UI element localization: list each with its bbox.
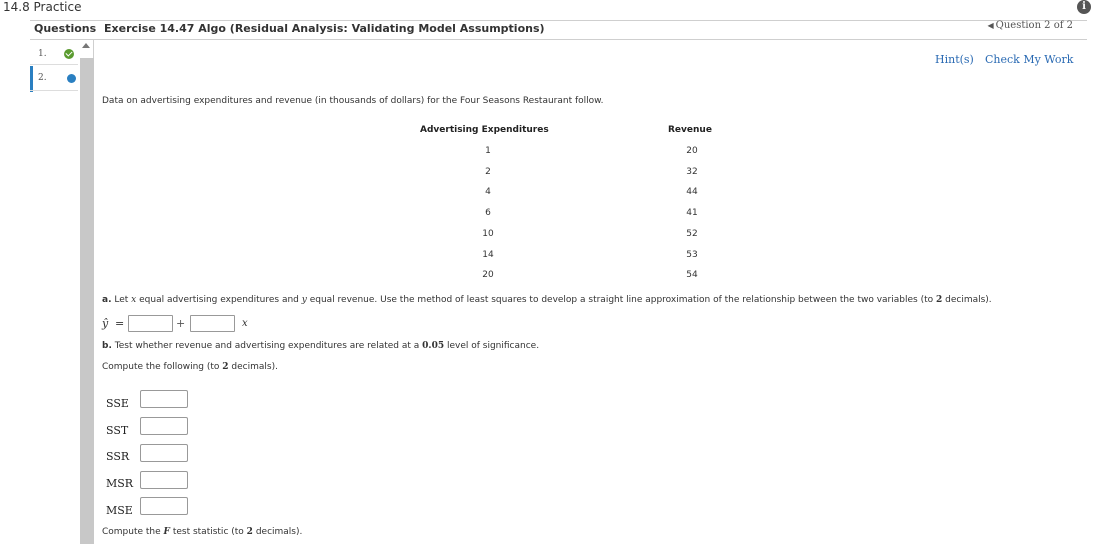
part-a-prompt [102, 295, 992, 305]
current-question-dot-icon [67, 74, 76, 83]
msr-input[interactable] [140, 471, 188, 489]
exercise-title: Exercise 14.47 Algo (Residual Analysis: Validating Model Assumptions) [104, 22, 545, 35]
mse-input[interactable] [140, 497, 188, 515]
var-y: y [301, 295, 307, 305]
sse-input[interactable] [140, 390, 188, 408]
problem-intro: Data on advertising expenditures and revenue (in thousands of dollars) for the Four Seasons Restaurant follow. [102, 96, 604, 106]
y-hat-symbol: ŷ [102, 317, 109, 330]
sse-label: SSE [106, 397, 129, 410]
question-nav[interactable] [987, 20, 1073, 31]
var-f: F [163, 527, 170, 537]
sst-label: SST [106, 424, 129, 437]
msr-label: MSR [106, 477, 134, 490]
question-item-2[interactable] [30, 66, 78, 92]
text: Let [114, 295, 129, 305]
decimals-value: 2 [222, 362, 229, 372]
text: equal revenue. Use the method of least squares to develop a straight line approximation of the relationship between the two variables (to [309, 295, 934, 305]
text: equal advertising expenditures and [139, 295, 299, 305]
part-b-prompt [102, 341, 539, 351]
text: Test whether revenue and advertising expenditures are related at a [114, 341, 420, 351]
slope-input[interactable] [190, 315, 235, 332]
table-cell: 20 [686, 146, 698, 156]
decimals-value: 2 [246, 527, 253, 537]
check-my-work-link[interactable]: Check My Work [985, 53, 1074, 66]
text: decimals). [255, 527, 303, 537]
text: test statistic (to [172, 527, 244, 537]
decimals-value: 2 [935, 295, 943, 305]
table-cell: 6 [485, 208, 491, 218]
part-a-label: a. [102, 295, 112, 305]
table-cell: 20 [482, 270, 494, 280]
var-x: x [131, 295, 137, 305]
text: decimals). [231, 362, 278, 372]
table-cell: 41 [686, 208, 698, 218]
table-header-revenue: Revenue [668, 125, 712, 135]
text: Compute the following (to [102, 362, 220, 372]
table-cell: 53 [686, 250, 698, 260]
table-cell: 52 [686, 229, 698, 239]
table-cell: 4 [485, 187, 491, 197]
alpha-value: 0.05 [422, 341, 445, 351]
question-number: 2. [38, 73, 47, 83]
text: decimals). [945, 295, 992, 305]
table-cell: 2 [485, 167, 491, 177]
x-variable: x [242, 318, 248, 329]
text: level of significance. [446, 341, 540, 351]
question-number: 1. [38, 49, 47, 59]
mse-label: MSE [106, 504, 133, 517]
previous-question-icon[interactable]: ◀ [987, 21, 994, 30]
hint-link[interactable]: Hint(s) [935, 53, 974, 66]
info-icon[interactable]: i [1077, 0, 1091, 14]
compute-instruction [102, 362, 278, 372]
scroll-up-icon[interactable] [82, 43, 90, 48]
sst-input[interactable] [140, 417, 188, 435]
table-cell: 1 [485, 146, 491, 156]
ssr-label: SSR [106, 450, 130, 463]
table-header-advertising: Advertising Expenditures [420, 125, 549, 135]
question-separator [30, 90, 78, 91]
compute-f-instruction [102, 527, 302, 537]
part-b-label: b. [102, 341, 112, 351]
questions-column-label: Questions [34, 22, 97, 35]
text: Compute the [102, 527, 161, 537]
equals-sign: = [115, 317, 125, 330]
question-separator [30, 64, 78, 65]
table-cell: 44 [686, 187, 698, 197]
table-cell: 32 [686, 167, 698, 177]
table-cell: 54 [686, 270, 698, 280]
intercept-input[interactable] [128, 315, 173, 332]
frame-top-border [30, 20, 1087, 21]
check-complete-icon [64, 49, 74, 59]
table-cell: 10 [482, 229, 494, 239]
header-divider [30, 39, 1087, 40]
question-nav-label: Question 2 of 2 [995, 20, 1073, 31]
question-list-scrollbar[interactable] [80, 58, 94, 544]
app-title: 14.8 Practice [3, 0, 82, 14]
plus-sign: + [176, 317, 186, 330]
ssr-input[interactable] [140, 444, 188, 462]
table-cell: 14 [482, 250, 494, 260]
